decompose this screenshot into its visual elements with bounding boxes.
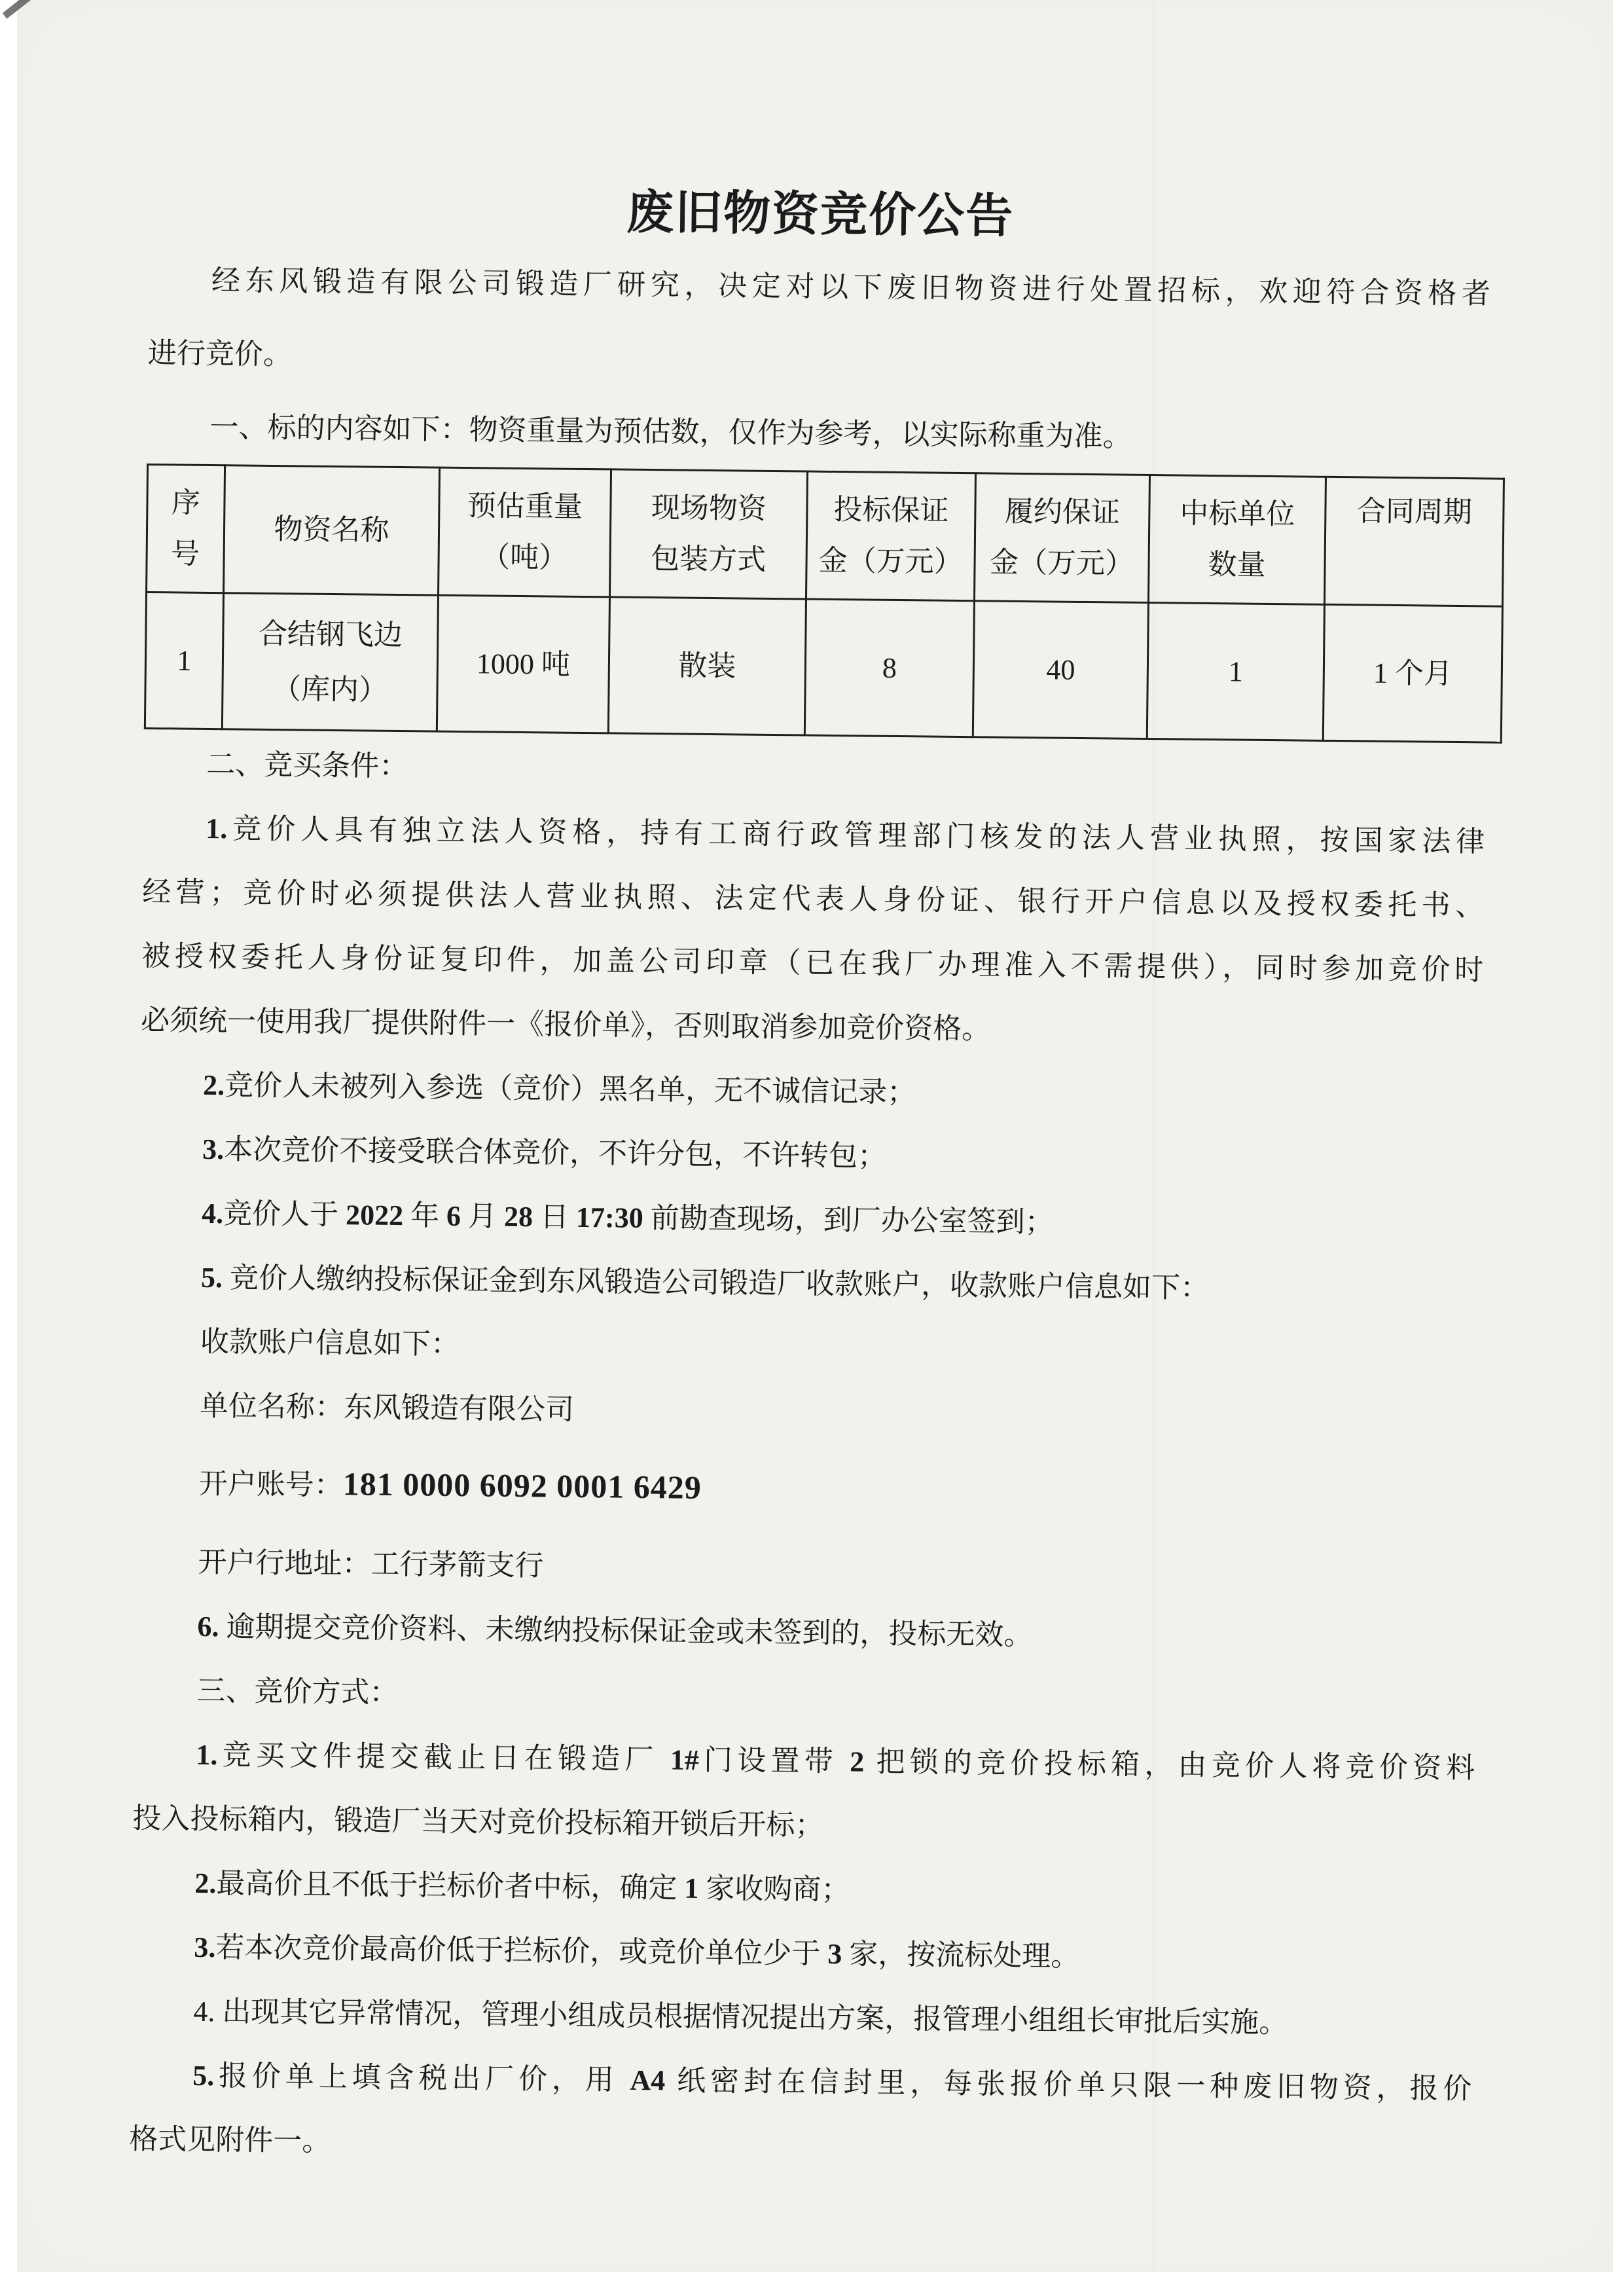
text-run: 单位名称：东风锻造有限公司 (199, 1389, 575, 1426)
text-run: 一、标的内容如下：物资重量为预估数，仅作为参考，以实际称重为准。 (209, 410, 1132, 453)
page-title: 废旧物资竞价公告 (626, 186, 1015, 243)
bold-text-run: 5. (200, 1261, 223, 1294)
table-header-cell-1: 物资名称 (224, 465, 440, 595)
bold-text-run: 3. (194, 1931, 216, 1964)
text-run: 被授权委托人身份证复印件，加盖公司印章（已在我厂办理准入不需提供），同时参加竞价时 (141, 939, 1484, 987)
text-run: 纸密封在信封里，每张报价单只限一种废旧物资，报价 (665, 2064, 1472, 2105)
bold-text-run: 181 0000 6092 0001 6429 (342, 1465, 702, 1506)
bold-text-run: 2 (849, 1745, 865, 1778)
table-header-cell-4: 投标保证 金（万元） (806, 471, 975, 601)
table-header-cell-6: 中标单位 数量 (1148, 475, 1326, 605)
bold-text-run: 4. (201, 1197, 224, 1230)
text-run: 日 (532, 1201, 577, 1233)
intro-section (147, 244, 1490, 477)
table-header-cell-0: 序 号 (147, 464, 225, 592)
text-run: 逾期提交竞价资料、未缴纳投标保证金或未签到的，投标无效。 (219, 1611, 1033, 1652)
bold-text-run: 1. (196, 1738, 218, 1772)
bold-text-run: 5. (192, 2059, 215, 2092)
table-data-cell-6: 1 (1147, 603, 1324, 741)
text-run: 投入投标箱内，锻造厂当天对竞价投标箱开锁后开标； (132, 1802, 824, 1842)
table-data-row (145, 592, 1502, 742)
text-run: 进行竞价。 (147, 337, 293, 371)
intro-line-1 (148, 244, 1490, 331)
document-content (129, 157, 1492, 2185)
text-run: 竞价人缴纳投标保证金到东风锻造公司锻造厂收款账户，收款账户信息如下： (222, 1262, 1210, 1305)
text-run: 月 (460, 1200, 505, 1233)
text-run: 家收购商； (698, 1872, 850, 1906)
lots-table (144, 464, 1505, 744)
text-run: 经东风锻造有限公司锻造厂研究，决定对以下废旧物资进行处置招标，欢迎符合资格者 (211, 264, 1491, 310)
bold-text-run: 1 (684, 1872, 699, 1904)
bold-text-run: 6. (197, 1610, 219, 1643)
bold-text-run: A4 (630, 2064, 666, 2097)
text-run: 本次竞价不接受联合体竞价，不许分包，不许转包； (223, 1133, 887, 1173)
table-data-cell-4: 8 (804, 599, 974, 737)
text-run: 必须统一使用我厂提供附件一《报价单》，否则取消参加竞价资格。 (140, 1004, 991, 1046)
bold-text-run: 2. (194, 1867, 217, 1900)
text-run: 前勘查现场，到厂办公室签到； (643, 1201, 1054, 1239)
intro-line-2 (147, 317, 1490, 404)
bold-text-run: 1# (670, 1743, 700, 1776)
bold-text-run: 17:30 (575, 1201, 643, 1234)
text-run: 三、竞价方式： (196, 1674, 399, 1709)
table-data-cell-1: 合结钢飞边 （库内） (222, 593, 438, 731)
text-run: 格式见附件一。 (129, 2123, 331, 2158)
text-run: 把锁的竞价投标箱，由竞价人将竞价资料 (863, 1745, 1475, 1785)
text-run: 二、竞买条件： (206, 748, 408, 783)
bold-text-run: 2. (202, 1068, 225, 1102)
table-header-cell-7: 合同周期 (1324, 477, 1504, 606)
bold-text-run: 28 (503, 1200, 533, 1233)
text-run: 开户账号： (198, 1467, 344, 1502)
table-data-cell-2: 1000 吨 (437, 595, 609, 733)
text-run: 4. 出现其它异常情况，管理小组成员根据情况提出方案，报管理小组组长审批后实施。 (193, 1995, 1288, 2039)
text-run: 竞价人具有独立法人资格，持有工商行政管理部门核发的法人营业执照，按国家法律 (227, 812, 1485, 858)
table-data-cell-0: 1 (145, 592, 223, 729)
text-run: 开户行地址：工行茅箭支行 (198, 1546, 544, 1582)
text-run: 竞价人未被列入参选（竞价）黑名单，无不诚信记录； (224, 1069, 916, 1109)
bold-text-run: 3. (202, 1133, 225, 1166)
table-data-cell-5: 40 (973, 601, 1148, 739)
body-text-section (129, 732, 1486, 2185)
table-header-row (147, 464, 1504, 606)
table-header-cell-2: 预估重量 （吨） (439, 467, 611, 597)
text-run: 报价单上填含税出厂价，用 (214, 2060, 630, 2096)
bold-text-run: 3 (827, 1937, 842, 1971)
text-run: 若本次竞价最高价低于拦标价，或竞价单位少于 (215, 1931, 828, 1970)
table-header-cell-3: 现场物资 包装方式 (610, 469, 808, 599)
text-run: 竞买文件提交截止日在锻造厂 (217, 1739, 671, 1776)
account-company-name (137, 1374, 1479, 1451)
text-run: 最高价且不低于拦标价者中标，确定 (216, 1867, 685, 1904)
text-run: 竞价人于 (223, 1197, 346, 1231)
text-run: 家，按流标处理。 (842, 1938, 1080, 1973)
bold-text-run: 6 (446, 1199, 461, 1233)
table-data-cell-7: 1 个月 (1323, 604, 1502, 742)
text-run: 收款账户信息如下： (200, 1325, 460, 1361)
text-run: 门设置带 (698, 1743, 850, 1778)
bold-text-run: 1. (206, 812, 228, 845)
table-header-cell-5: 履约保证 金（万元） (974, 473, 1149, 603)
bold-text-run: 2022 (345, 1199, 404, 1232)
table-data-cell-3: 散装 (608, 597, 806, 735)
text-run: 经营；竞价时必须提供法人营业执照、法定代表人身份证、银行开户信息以及授权委托书、 (141, 875, 1485, 922)
section-1-heading (147, 390, 1489, 477)
account-number-line (135, 1449, 1478, 1529)
text-run: 年 (403, 1199, 447, 1232)
